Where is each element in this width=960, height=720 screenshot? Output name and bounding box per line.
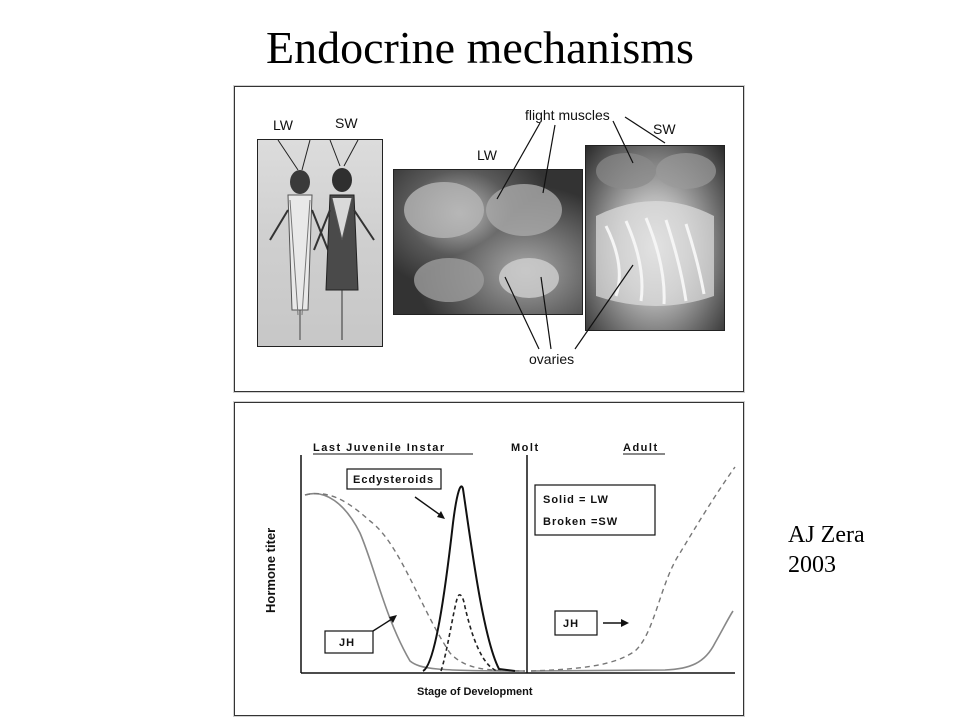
ecdysteroid-lw-curve <box>423 486 515 671</box>
credit-author: AJ Zera <box>788 522 865 548</box>
label-sw-left: SW <box>335 115 358 131</box>
label-lw-center: LW <box>477 147 497 163</box>
header-molt: Molt <box>511 442 540 454</box>
flight-muscle-arrow <box>625 117 665 143</box>
y-axis-label: Hormone titer <box>263 527 278 613</box>
label-sw-right: SW <box>653 121 676 137</box>
jh-right-arrowhead <box>621 619 629 627</box>
hormone-graph <box>235 403 743 715</box>
hormone-graph-panel <box>234 402 744 716</box>
ovaries-arrow <box>505 277 539 349</box>
header-adult: Adult <box>623 442 659 454</box>
flight-muscle-arrow <box>543 125 555 193</box>
x-axis-label: Stage of Development <box>417 686 533 698</box>
credit-year: 2003 <box>788 552 836 578</box>
ecdysteroids-arrow <box>415 497 443 517</box>
ecdysteroids-label: Ecdysteroids <box>353 474 435 486</box>
credit <box>788 520 865 580</box>
jh-left-label: JH <box>339 637 356 649</box>
header-juvenile: Last Juvenile Instar <box>313 442 446 454</box>
flight-muscle-arrow <box>497 123 540 199</box>
slide-title: Endocrine mechanisms <box>266 22 694 73</box>
jh-right-label: JH <box>563 618 580 630</box>
ovaries-arrow <box>575 265 633 349</box>
ecdysteroid-sw-curve <box>441 595 497 671</box>
legend-broken: Broken =SW <box>543 516 619 528</box>
ecdysteroids-arrowhead <box>437 511 445 519</box>
label-flight-muscles: flight muscles <box>525 107 610 123</box>
legend-solid: Solid = LW <box>543 494 609 506</box>
label-ovaries: ovaries <box>529 351 575 367</box>
photo-panel <box>234 86 744 392</box>
ovaries-arrow <box>541 277 551 349</box>
photo-annotation-arrows <box>235 87 743 391</box>
flight-muscle-arrow <box>613 121 633 163</box>
label-lw-left: LW <box>273 117 293 133</box>
